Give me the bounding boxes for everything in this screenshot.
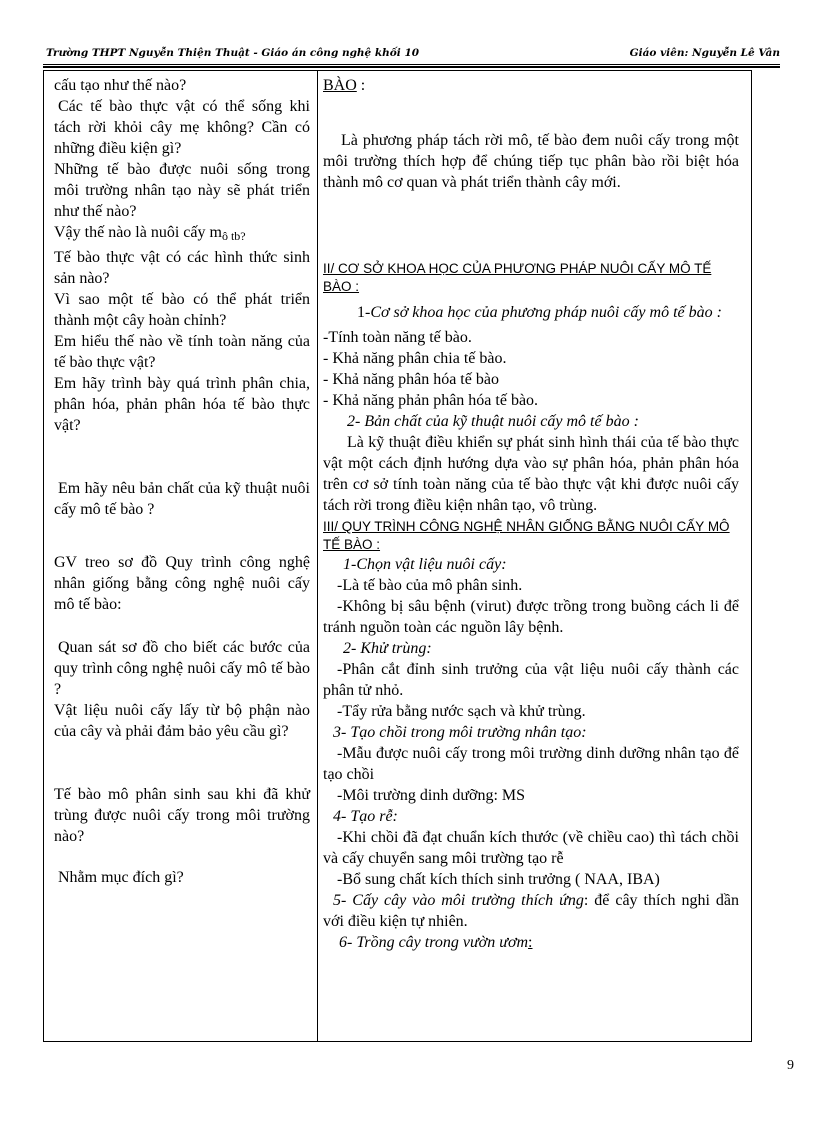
definition-text: Là phương pháp tách rời mô, tế bào đem nuôi cấy trong một môi trường thích hợp để chúng tiếp tục phân bào rồi biệt hóa thành mô cơ quan và phát triển thành cây mới. — [323, 132, 739, 191]
question: Em hiểu thế nào về tính toàn năng của tế bào thực vật? — [54, 333, 310, 371]
question: Quan sát sơ đồ cho biết các bước của quy trình công nghệ nuôi cấy mô tế bào ? — [54, 639, 310, 698]
question: Vật liệu nuôi cấy lấy từ bộ phận nào của cây và phải đảm bảo yêu cầu gì? — [54, 702, 310, 740]
bullet: - Khả năng phản phân hóa tế bào. — [323, 392, 539, 409]
step-detail: -Môi trường dinh dưỡng: MS — [337, 787, 526, 804]
bullet: -Tính toàn năng tế bào. — [323, 329, 472, 346]
page-number: 9 — [787, 1058, 794, 1073]
step-heading: 3- Tạo chồi trong môi trường nhân tạo: — [333, 724, 587, 741]
step-heading: 2- Khử trùng: — [343, 640, 432, 657]
step-heading: 5- Cấy cây vào môi trường thích ứng: để cây thích nghi dần với điều kiện tự nhiên. — [323, 892, 739, 930]
bullet: - Khả năng phân hóa tế bào — [323, 371, 499, 388]
question: GV treo sơ đồ Quy trình công nghệ nhân giống bằng công nghệ nuôi cấy mô tế bào: — [54, 554, 310, 613]
question: Vì sao một tế bào có thể phát triển thành một cây hoàn chỉnh? — [54, 291, 310, 329]
header-teacher: Giáo viên: Nguyễn Lê Vân — [629, 47, 780, 59]
subsection-heading: 2- Bản chất của kỹ thuật nuôi cấy mô tế bào : — [347, 413, 639, 430]
lesson-content-column — [323, 75, 739, 953]
paragraph: Là kỹ thuật điều khiển sự phát sinh hình thái của tế bào thực vật một cách định hướng dựa vào sự phân hóa, phản phân hóa trên cơ sở tính toàn năng của tế bào thực vật khi được nuôi cấy tách rời trong điều kiện nhân tạo, vô trùng. — [323, 434, 739, 514]
question: Tế bào mô phân sinh sau khi đã khử trùng được nuôi cấy trong môi trường nào? — [54, 786, 310, 845]
bullet: - Khả năng phân chia tế bào. — [323, 350, 507, 367]
header-rule-thick — [43, 66, 780, 68]
step-detail: -Là tế bào của mô phân sinh. — [337, 577, 523, 594]
step-heading: 1-Chọn vật liệu nuôi cấy: — [343, 556, 507, 573]
step-detail: -Phân cắt đỉnh sinh trưởng của vật liệu nuôi cấy thành các phân tử nhỏ. — [323, 661, 739, 699]
question: Vậy thế nào là nuôi cấy $m_{ô tb?}$ — [54, 224, 246, 243]
column-divider — [317, 71, 318, 1041]
question: Các tế bào thực vật có thể sống khi tách rời khỏi cây mẹ không? Cần có những điều kiện gì? — [54, 98, 310, 157]
header-rule-thin — [43, 64, 780, 65]
step-heading: 4- Tạo rễ: — [333, 808, 398, 825]
question: Em hãy trình bày quá trình phân chia, phân hóa, phản phân hóa tế bào thực vật? — [54, 375, 310, 434]
section-heading-2: II/ CƠ SỞ KHOA HỌC CỦA PHƯƠNG PHÁP NUÔI CẤY MÔ TẾ BÀO : — [323, 261, 712, 294]
step-detail: -Tẩy rửa bằng nước sạch và khử trùng. — [337, 703, 586, 720]
teacher-questions-column — [54, 75, 310, 888]
step-detail: -Bổ sung chất kích thích sinh trưởng ( NAA, IBA) — [337, 871, 660, 888]
header-school: Trường THPT Nguyễn Thiện Thuật - Giáo án công nghệ khối 10 — [46, 47, 420, 59]
step-heading: 6- Trồng cây trong vườn ươm: — [339, 934, 533, 951]
question: Những tế bào được nuôi sống trong môi trường nhân tạo này sẽ phát triển như thế nào? — [54, 161, 310, 220]
step-detail: -Khi chồi đã đạt chuẩn kích thước (về chiều cao) thì tách chồi và cấy chuyển sang môi trường tạo rễ — [323, 829, 739, 867]
question: Em hãy nêu bản chất của kỹ thuật nuôi cấy mô tế bào ? — [54, 480, 310, 518]
question: cấu tạo như thế nào? — [54, 77, 187, 94]
subsection-heading: 1-Cơ sở khoa học của phương pháp nuôi cấy mô tế bào : — [357, 304, 722, 321]
question: Tế bào thực vật có các hình thức sinh sản nào? — [54, 249, 310, 287]
section-heading-3: III/ QUY TRÌNH CÔNG NGHỆ NHÂN GIỐNG BẰNG NUÔI CẤY MÔ TẾ BÀO : — [323, 519, 730, 552]
step-detail: -Không bị sâu bệnh (virut) được trồng trong buồng cách li để tránh nguồn toàn các nguồn lây bệnh. — [323, 598, 739, 636]
section-tail: BÀO : — [323, 77, 366, 94]
step-detail: -Mẫu được nuôi cấy trong môi trường dinh dưỡng nhân tạo để tạo chồi — [323, 745, 739, 783]
lesson-table — [43, 70, 752, 1042]
question: Nhằm mục đích gì? — [58, 869, 184, 886]
